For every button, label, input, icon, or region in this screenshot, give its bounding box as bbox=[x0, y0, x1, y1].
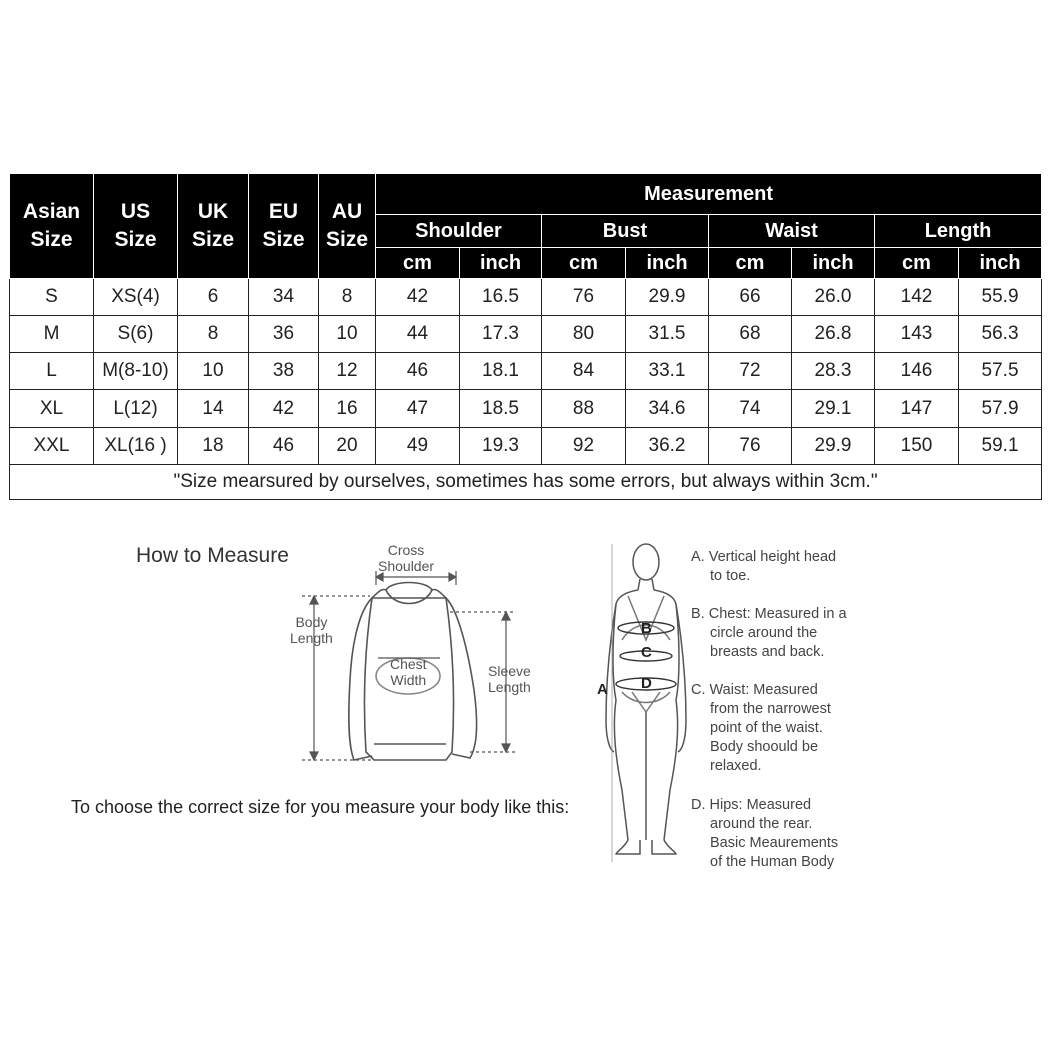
table-cell: 38 bbox=[249, 353, 319, 390]
table-cell: 26.0 bbox=[792, 279, 875, 316]
header-asian-size: Asian Size bbox=[10, 174, 94, 279]
table-cell: XXL bbox=[10, 427, 94, 464]
table-cell: M bbox=[10, 316, 94, 353]
description-c: C. Waist: Measured from the narrowest point of the waist. Body shoould be relaxed. bbox=[691, 682, 831, 774]
table-cell: 84 bbox=[542, 353, 626, 390]
table-cell: 47 bbox=[376, 390, 460, 427]
table-cell: XS(4) bbox=[94, 279, 178, 316]
table-cell: S(6) bbox=[94, 316, 178, 353]
table-cell: 16 bbox=[319, 390, 376, 427]
header-eu-size: EU Size bbox=[249, 174, 319, 279]
table-cell: 88 bbox=[542, 390, 626, 427]
table-cell: 147 bbox=[875, 390, 959, 427]
cross-shoulder-label: Cross Shoulder bbox=[378, 542, 435, 574]
body-letter-d: D bbox=[641, 675, 652, 692]
header-waist: Waist bbox=[709, 215, 875, 248]
header-us-size: US Size bbox=[94, 174, 178, 279]
table-cell: 29.1 bbox=[792, 390, 875, 427]
table-cell: 8 bbox=[319, 279, 376, 316]
table-cell: M(8-10) bbox=[94, 353, 178, 390]
choose-size-instruction: To choose the correct size for you measure your body like this: bbox=[71, 797, 570, 817]
chest-width-label: Chest Width bbox=[390, 656, 427, 688]
table-cell: 33.1 bbox=[626, 353, 709, 390]
table-cell: 6 bbox=[178, 279, 249, 316]
table-cell: 46 bbox=[376, 353, 460, 390]
table-cell: 20 bbox=[319, 427, 376, 464]
table-cell: 42 bbox=[249, 390, 319, 427]
table-cell: 18.5 bbox=[460, 390, 542, 427]
table-cell: 55.9 bbox=[959, 279, 1042, 316]
table-cell: 17.3 bbox=[460, 316, 542, 353]
table-cell: 36 bbox=[249, 316, 319, 353]
table-cell: 28.3 bbox=[792, 353, 875, 390]
table-cell: 18.1 bbox=[460, 353, 542, 390]
table-cell: 26.8 bbox=[792, 316, 875, 353]
table-cell: 29.9 bbox=[626, 279, 709, 316]
table-cell: 76 bbox=[542, 279, 626, 316]
table-cell: 92 bbox=[542, 427, 626, 464]
table-cell: 143 bbox=[875, 316, 959, 353]
body-letter-b: B bbox=[641, 620, 652, 637]
table-cell: 142 bbox=[875, 279, 959, 316]
header-bust: Bust bbox=[542, 215, 709, 248]
how-to-measure-heading: How to Measure bbox=[136, 544, 289, 567]
table-cell: 10 bbox=[178, 353, 249, 390]
header-length: Length bbox=[875, 215, 1042, 248]
measurement-note: "Size mearsured by ourselves, sometimes has some errors, but always within 3cm." bbox=[10, 464, 1042, 499]
table-cell: S bbox=[10, 279, 94, 316]
body-letter-c: C bbox=[641, 644, 652, 661]
table-cell: 42 bbox=[376, 279, 460, 316]
table-cell: 44 bbox=[376, 316, 460, 353]
description-b: B. Chest: Measured in a circle around the breasts and back. bbox=[691, 606, 847, 660]
description-a: A. Vertical height head to toe. bbox=[691, 549, 837, 584]
table-cell: 49 bbox=[376, 427, 460, 464]
header-measurement: Measurement bbox=[376, 174, 1042, 215]
unit-header: cm bbox=[875, 248, 959, 279]
table-cell: 34.6 bbox=[626, 390, 709, 427]
table-cell: 80 bbox=[542, 316, 626, 353]
body-letter-a: A bbox=[597, 681, 608, 698]
table-cell: 74 bbox=[709, 390, 792, 427]
table-cell: 12 bbox=[319, 353, 376, 390]
table-cell: XL bbox=[10, 390, 94, 427]
table-cell: 14 bbox=[178, 390, 249, 427]
header-au-size: AU Size bbox=[319, 174, 376, 279]
table-cell: L bbox=[10, 353, 94, 390]
table-cell: 59.1 bbox=[959, 427, 1042, 464]
table-cell: XL(16 ) bbox=[94, 427, 178, 464]
unit-header: cm bbox=[376, 248, 460, 279]
table-cell: L(12) bbox=[94, 390, 178, 427]
table-cell: 150 bbox=[875, 427, 959, 464]
unit-header: inch bbox=[626, 248, 709, 279]
table-cell: 56.3 bbox=[959, 316, 1042, 353]
table-cell: 10 bbox=[319, 316, 376, 353]
table-cell: 8 bbox=[178, 316, 249, 353]
sleeve-length-label: Sleeve Length bbox=[488, 663, 531, 695]
table-cell: 68 bbox=[709, 316, 792, 353]
table-cell: 29.9 bbox=[792, 427, 875, 464]
table-cell: 76 bbox=[709, 427, 792, 464]
table-cell: 16.5 bbox=[460, 279, 542, 316]
unit-header: inch bbox=[792, 248, 875, 279]
description-d: D. Hips: Measured around the rear. Basic Meaurements of the Human Body bbox=[691, 797, 839, 870]
table-cell: 18 bbox=[178, 427, 249, 464]
header-uk-size: UK Size bbox=[178, 174, 249, 279]
table-cell: 19.3 bbox=[460, 427, 542, 464]
unit-header: cm bbox=[709, 248, 792, 279]
table-cell: 72 bbox=[709, 353, 792, 390]
unit-header: cm bbox=[542, 248, 626, 279]
body-length-label: Body Length bbox=[290, 614, 333, 646]
table-cell: 36.2 bbox=[626, 427, 709, 464]
table-cell: 46 bbox=[249, 427, 319, 464]
unit-header: inch bbox=[959, 248, 1042, 279]
unit-header: inch bbox=[460, 248, 542, 279]
table-cell: 57.5 bbox=[959, 353, 1042, 390]
table-cell: 31.5 bbox=[626, 316, 709, 353]
table-cell: 146 bbox=[875, 353, 959, 390]
table-cell: 57.9 bbox=[959, 390, 1042, 427]
table-cell: 34 bbox=[249, 279, 319, 316]
table-cell: 66 bbox=[709, 279, 792, 316]
header-shoulder: Shoulder bbox=[376, 215, 542, 248]
